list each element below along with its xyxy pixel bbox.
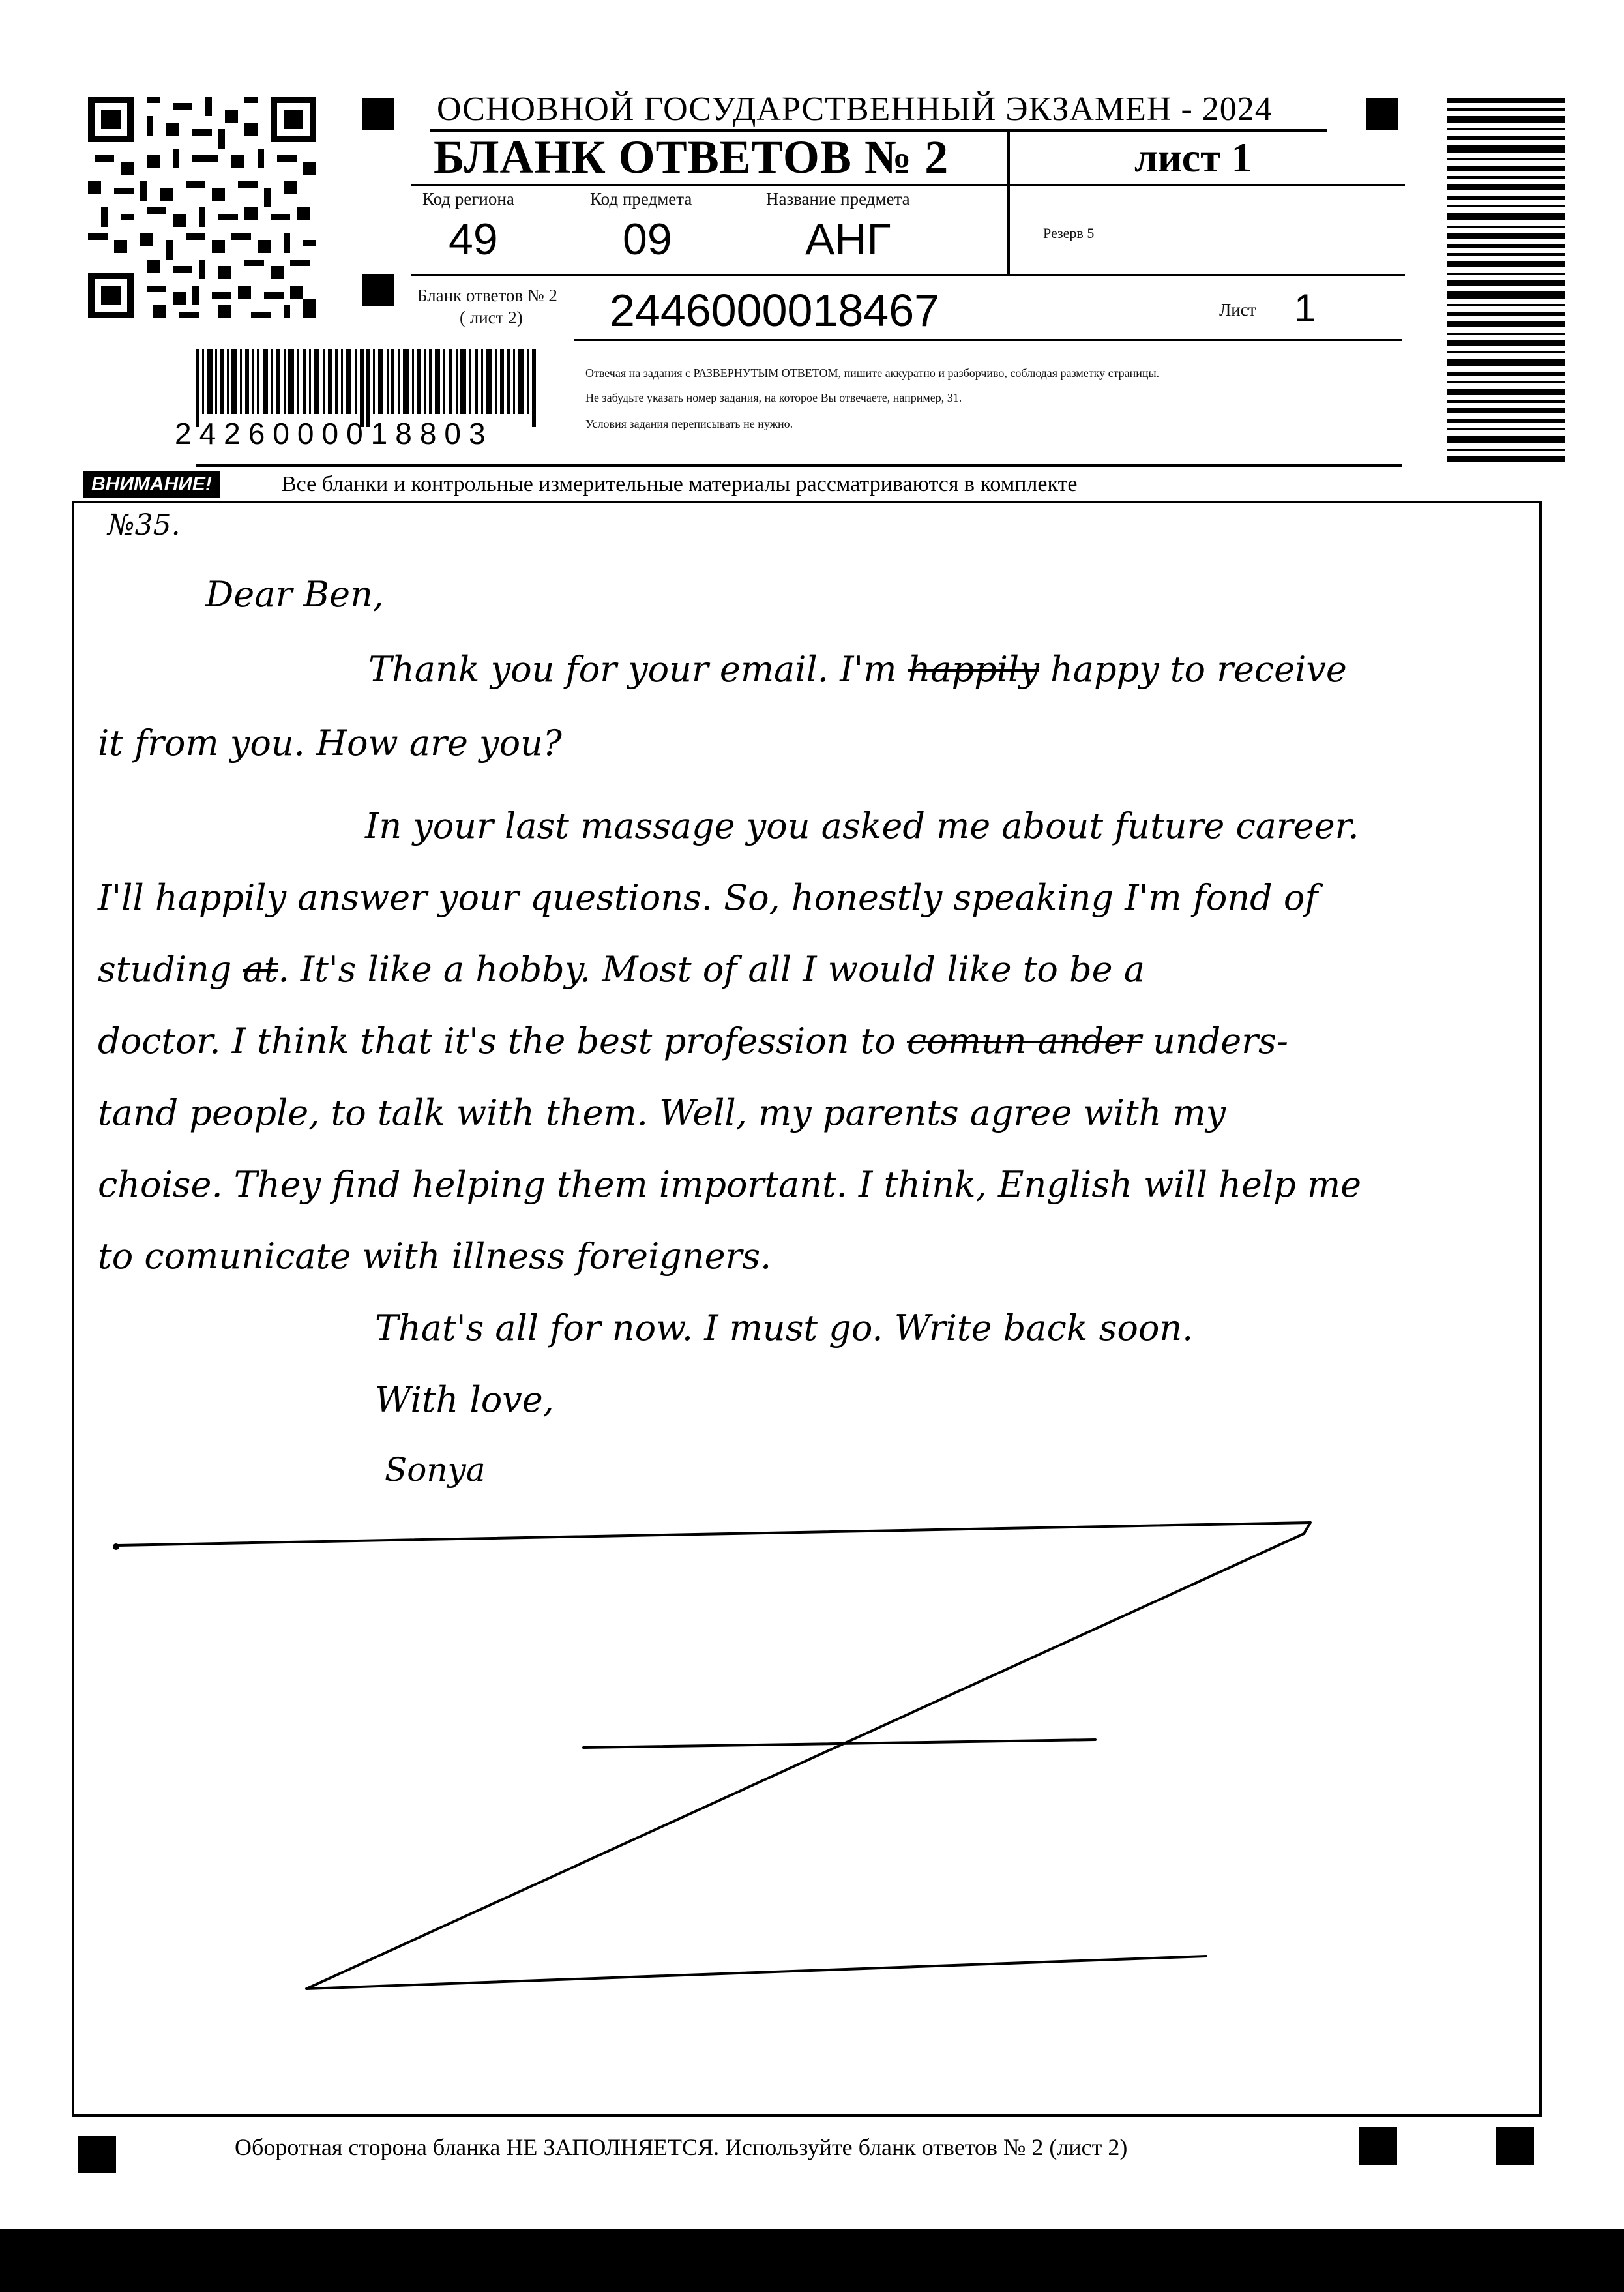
letter-line: tand people, to talk with them. Well, my parents agree with my: [98, 1092, 1226, 1133]
letter-line: to comunicate with illness foreigners.: [98, 1236, 772, 1277]
instruction-line-2: Не забудьте указать номер задания, на которое Вы отвечаете, например, 31.: [585, 391, 962, 404]
letter-line: studing at. It's like a hobby. Most of all I would like to be a: [98, 949, 1145, 990]
form2-label: Бланк ответов № 2: [417, 286, 557, 305]
form2-number: 2446000018467: [610, 285, 940, 336]
instruction-line-1: Отвечая на задания с РАЗВЕРНУТЫМ ОТВЕТОМ, пишите аккуратно и разборчиво, соблюдая разметку страницы.: [585, 366, 1160, 380]
closing-line: That's all for now. I must go. Write back soon.: [375, 1307, 1194, 1348]
footer-note: Оборотная сторона бланка НЕ ЗАПОЛНЯЕТСЯ. Используйте бланк ответов № 2 (лист 2): [235, 2134, 1128, 2160]
form2-label-sheet: ( лист 2): [460, 308, 523, 327]
barcode-number: 2426000018803: [175, 417, 494, 451]
sheet-title: лист 1: [1134, 134, 1252, 181]
subject-name-value: АНГ: [805, 215, 891, 264]
letter-line: it from you. How are you?: [98, 722, 562, 764]
sheet-label: Лист: [1219, 300, 1256, 320]
subject-code-label: Код предмета: [590, 189, 692, 209]
exam-title: ОСНОВНОЙ ГОСУДАРСТВЕННЫЙ ЭКЗАМЕН - 2024: [437, 91, 1273, 128]
closing-line: With love,: [375, 1379, 554, 1420]
reserve-label: Резерв 5: [1043, 225, 1095, 241]
letter-line: choise. They find helping them important. I think, English will help me: [98, 1164, 1362, 1205]
region-label: Код региона: [422, 189, 514, 209]
struck-word: at: [243, 949, 278, 990]
struck-word: comun ander: [906, 1020, 1142, 1062]
letter-line: doctor. I think that it's the best profession to comun ander unders-: [98, 1020, 1288, 1062]
letter-line: I'll happily answer your questions. So, honestly speaking I'm fond of: [98, 877, 1318, 918]
subject-code-value: 09: [623, 215, 672, 264]
attention-text: Все бланки и контрольные измерительные материалы рассматриваются в комплекте: [282, 472, 1078, 496]
struck-word: happily: [908, 649, 1039, 690]
subject-name-label: Название предмета: [766, 189, 910, 209]
greeting: Dear Ben,: [205, 574, 385, 615]
region-value: 49: [449, 215, 498, 264]
sheet-number: 1: [1294, 286, 1316, 330]
attention-badge: ВНИМАНИЕ!: [83, 471, 220, 498]
task-number: №35.: [108, 509, 181, 542]
signature: Sonya: [385, 1451, 486, 1489]
bottom-band: [0, 2229, 1624, 2292]
form-title: БЛАНК ОТВЕТОВ № 2: [434, 131, 949, 183]
instruction-line-3: Условия задания переписывать не нужно.: [585, 417, 793, 430]
letter-line: Thank you for your email. I'm happily happy to receive: [368, 649, 1347, 690]
letter-line: In your last massage you asked me about future career.: [365, 805, 1359, 846]
